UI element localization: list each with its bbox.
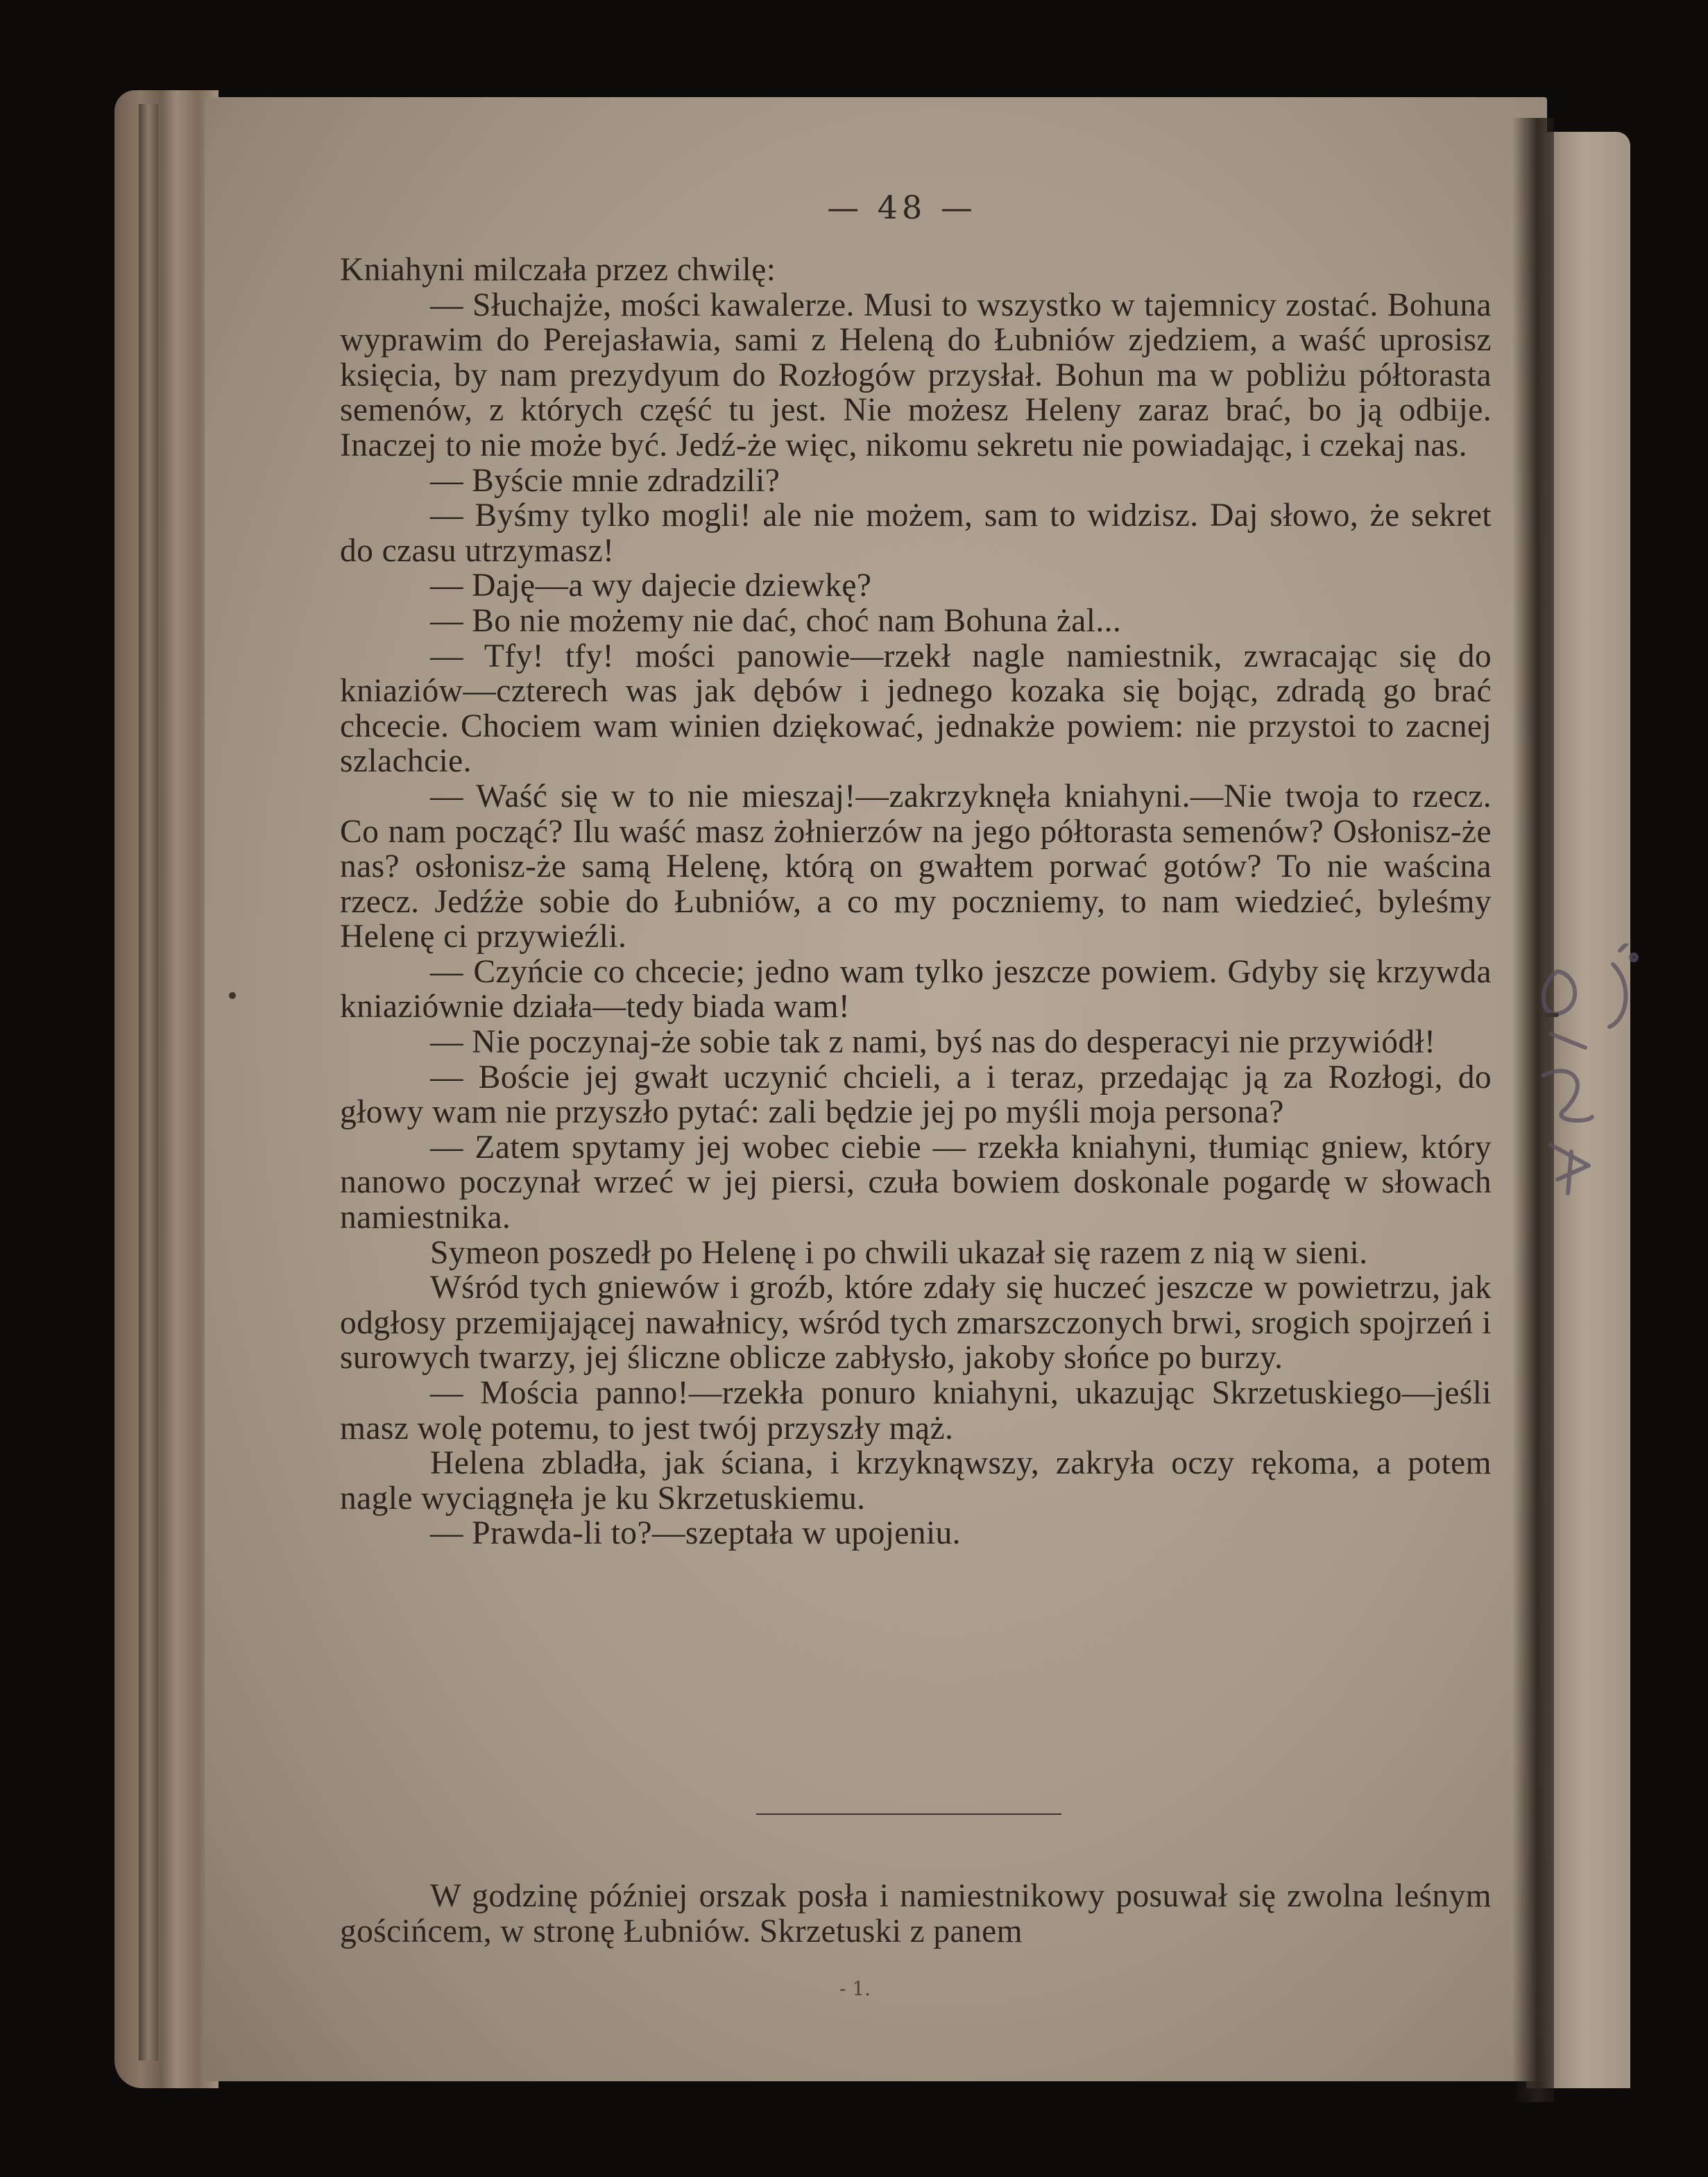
paragraph: — Byśmy tylko mogli! ale nie możem, sam to widzisz. Daj słowo, że sekret do czasu utrzymasz! [340, 497, 1492, 569]
paragraph: Helena zbladła, jak ściana, i krzyknąwszy, zakryła oczy rękoma, a potem nagle wyciągnęła je ku Skrzetuskiemu. [340, 1445, 1492, 1517]
final-paragraph-block [340, 1879, 1492, 1949]
paragraph: — Prawda-li to?—szeptała w upojeniu. [430, 1515, 961, 1552]
paragraph: — Zatem spytamy jej wobec ciebie — rzekła kniahyni, tłumiąc gniew, który nanowo poczynał wrzeć w jej piersi, czuła bowiem doskonale pogardę w słowach namiestnika. [340, 1129, 1492, 1236]
paragraph: — Boście jej gwałt uczynić chcieli, a i teraz, przedając ją za Rozłogi, do głowy wam nie przyszło pytać: zali będzie jej po myśli moja persona? [340, 1059, 1492, 1131]
opening-line: Kniahyni milczała przez chwilę: [340, 252, 776, 288]
ink-dash [1544, 1013, 1559, 1017]
paragraph: — Byście mnie zdradzili? [430, 462, 780, 499]
paragraph: Wśród tych gniewów i groźb, które zdały się huczeć jeszcze w powietrzu, jak odgłosy przemijającej nawałnicy, wśród tych zmarszczonych brwi, srogich spojrzeń i surowych twarzy, jej śliczne oblicze zabłysło, jakoby słońce po burzy. [340, 1270, 1492, 1376]
paragraph: — Słuchajże, mości kawalerze. Musi to wszystko w tajemnicy zostać. Bohuna wyprawim do Perejasławia, sami z Heleną do Łubniów zjedziem, a waść uprosisz księcia, by nam prezydyum do Rozłogów przysłał. Bohun ma w pobliżu półtorasta semenów, z których część tu jest. Nie możesz Heleny zaraz brać, bo ją odbije. Inaczej to nie może być. Jedź-że więc, nikomu sekretu nie powiadając, i czekaj nas. [340, 287, 1492, 463]
paragraph: — Daję—a wy dajecie dziewkę? [430, 567, 872, 604]
page-number: — 48 — [827, 189, 977, 226]
handwritten-number-icon [1530, 944, 1689, 1249]
main-text-block [340, 253, 1492, 1551]
paragraph: — Czyńcie co chcecie; jedno wam tylko jeszcze powiem. Gdyby się krzywda kniaziównie działa—tedy biada wam! [340, 953, 1492, 1025]
final-paragraph: W godzinę później orszak posła i namiestnikowy posuwał się zwolna leśnym gościńcem, w stronę Łubniów. Skrzetuski z panem [340, 1878, 1492, 1949]
paragraph: — Tfy! tfy! mości panowie—rzekł nagle namiestnik, zwracając się do kniaziów—czterech was jak dębów i jednego kozaka się bojąc, zdradą go brać chcecie. Chociem wam winien dziękować, jednakże powiem: nie przystoi to zacnej szlachcie. [340, 638, 1492, 780]
book-spine-shadow [139, 104, 158, 2060]
paragraph: — Waść się w to nie mieszaj!—zakrzyknęła kniahyni.—Nie twoja to rzecz. Co nam począć? Ilu waść masz żołnierzów na jego półtorasta semenów? Osłonisz-że nas? osłonisz-że samą Helenę, którą on gwałtem porwać gotów? To nie waścina rzecz. Jedźże sobie do Łubniów, a co my poczniemy, to nam wiedzieć, byleśmy Helenę ci przywieźli. [340, 778, 1492, 955]
paragraph: Symeon poszedł po Helenę i po chwili ukazał się razem z nią w sieni. [430, 1234, 1368, 1271]
paragraph: — Bo nie możemy nie dać, choć nam Bohuna żal... [430, 602, 1122, 639]
paragraph: — Nie poczynaj-że sobie tak z nami, byś nas do desperacyi nie przywiódł! [430, 1024, 1436, 1061]
ink-spot [229, 992, 236, 999]
pencil-annotation [1530, 944, 1689, 1249]
section-divider [756, 1813, 1061, 1815]
footer-mark: - 1. [839, 1977, 871, 2000]
book-page-edges [114, 90, 219, 2088]
paragraph: — Mościa panno!—rzekła ponuro kniahyni, ukazując Skrzetuskiego—jeśli masz wolę potemu, to jest twój przyszły mąż. [340, 1375, 1492, 1446]
